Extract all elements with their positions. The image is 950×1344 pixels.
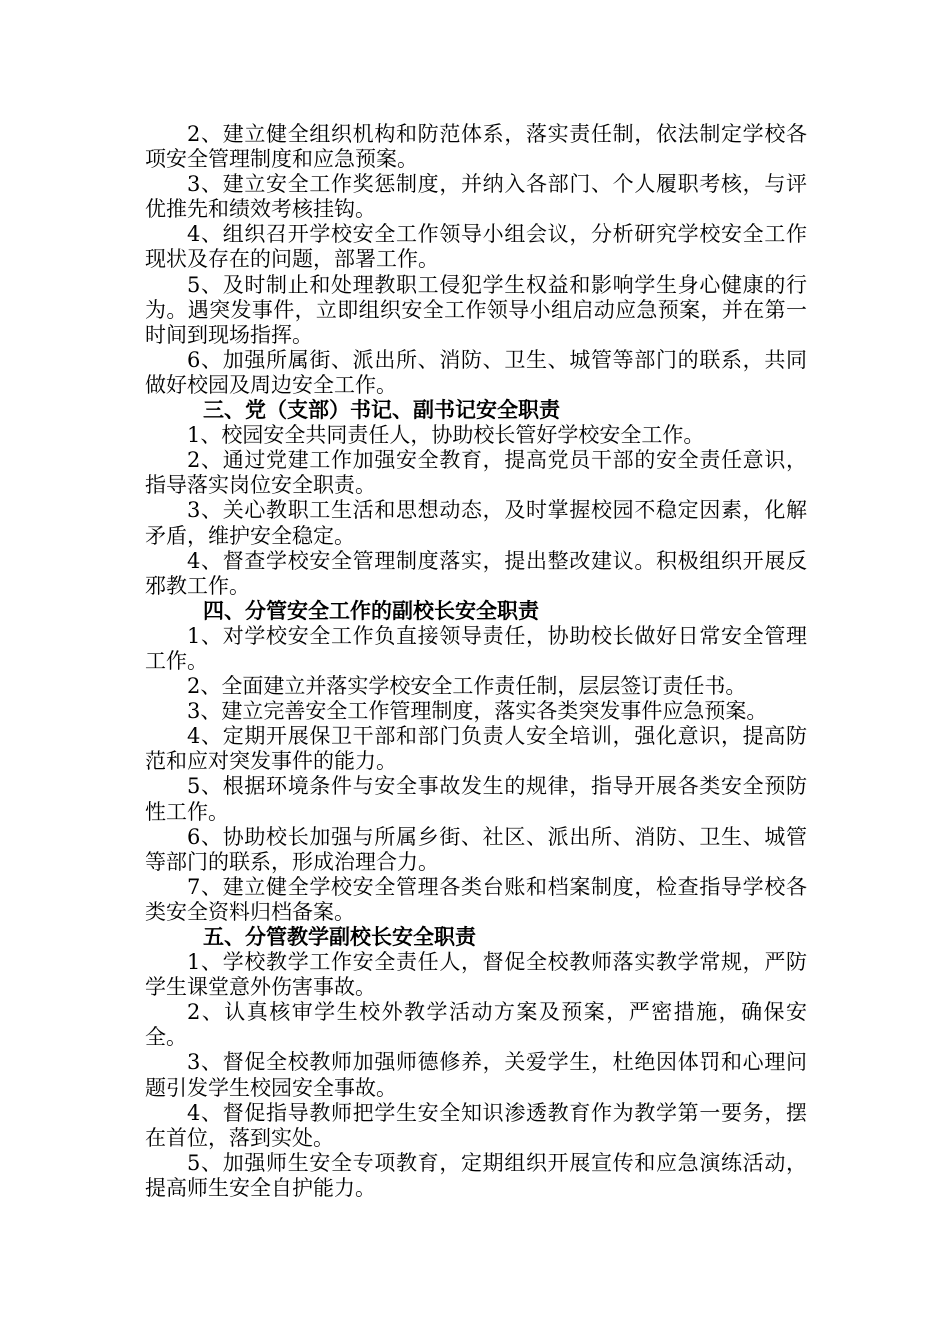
paragraph: 4、组织召开学校安全工作领导小组会议，分析研究学校安全工作现状及存在的问题，部署工作。 [145,222,807,272]
paragraph: 2、建立健全组织机构和防范体系，落实责任制，依法制定学校各项安全管理制度和应急预案。 [145,122,807,172]
paragraph: 7、建立健全学校安全管理各类台账和档案制度，检查指导学校各类安全资料归档备案。 [145,874,807,924]
paragraph: 4、督促指导教师把学生安全知识渗透教育作为教学第一要务，摆在首位，落到实处。 [145,1100,807,1150]
section-heading: 四、分管安全工作的副校长安全职责 [203,598,539,623]
paragraph: 3、建立完善安全工作管理制度，落实各类突发事件应急预案。 [187,699,768,724]
section-heading: 五、分管教学副校长安全职责 [203,925,476,949]
paragraph: 3、关心教职工生活和思想动态，及时掌握校园不稳定因素，化解矛盾，维护安全稳定。 [145,498,807,548]
paragraph: 5、根据环境条件与安全事故发生的规律，指导开展各类安全预防性工作。 [145,774,807,824]
paragraph: 2、认真核审学生校外教学活动方案及预案，严密措施，确保安全。 [145,1000,807,1050]
paragraph: 3、督促全校教师加强师德修养，关爱学生，杜绝因体罚和心理问题引发学生校园安全事故。 [145,1050,807,1100]
paragraph: 6、协助校长加强与所属乡街、社区、派出所、消防、卫生、城管等部门的联系，形成治理合力。 [145,824,807,874]
paragraph: 5、及时制止和处理教职工侵犯学生权益和影响学生身心健康的行为。遇突发事件，立即组织安全工作领导小组启动应急预案，并在第一时间到现场指挥。 [145,272,807,347]
paragraph: 1、学校教学工作安全责任人，督促全校教师落实教学常规，严防学生课堂意外伤害事故。 [145,950,807,1000]
paragraph: 2、通过党建工作加强安全教育，提高党员干部的安全责任意识，指导落实岗位安全职责。 [145,448,807,498]
paragraph: 5、加强师生安全专项教育，定期组织开展宣传和应急演练活动，提高师生安全自护能力。 [145,1150,807,1200]
document-page [145,122,807,1201]
paragraph: 6、加强所属街、派出所、消防、卫生、城管等部门的联系，共同做好校园及周边安全工作。 [145,347,807,397]
section-heading: 三、党（支部）书记、副书记安全职责 [203,398,560,423]
paragraph: 1、校园安全共同责任人，协助校长管好学校安全工作。 [187,423,705,448]
paragraph: 3、建立安全工作奖惩制度，并纳入各部门、个人履职考核，与评优推先和绩效考核挂钩。 [145,172,807,222]
paragraph: 4、督查学校安全管理制度落实，提出整改建议。积极组织开展反邪教工作。 [145,548,807,598]
paragraph: 1、对学校安全工作负直接领导责任，协助校长做好日常安全管理工作。 [145,623,807,673]
paragraph: 2、全面建立并落实学校安全工作责任制，层层签订责任书。 [187,674,747,699]
paragraph: 4、定期开展保卫干部和部门负责人安全培训，强化意识，提高防范和应对突发事件的能力。 [145,724,807,774]
